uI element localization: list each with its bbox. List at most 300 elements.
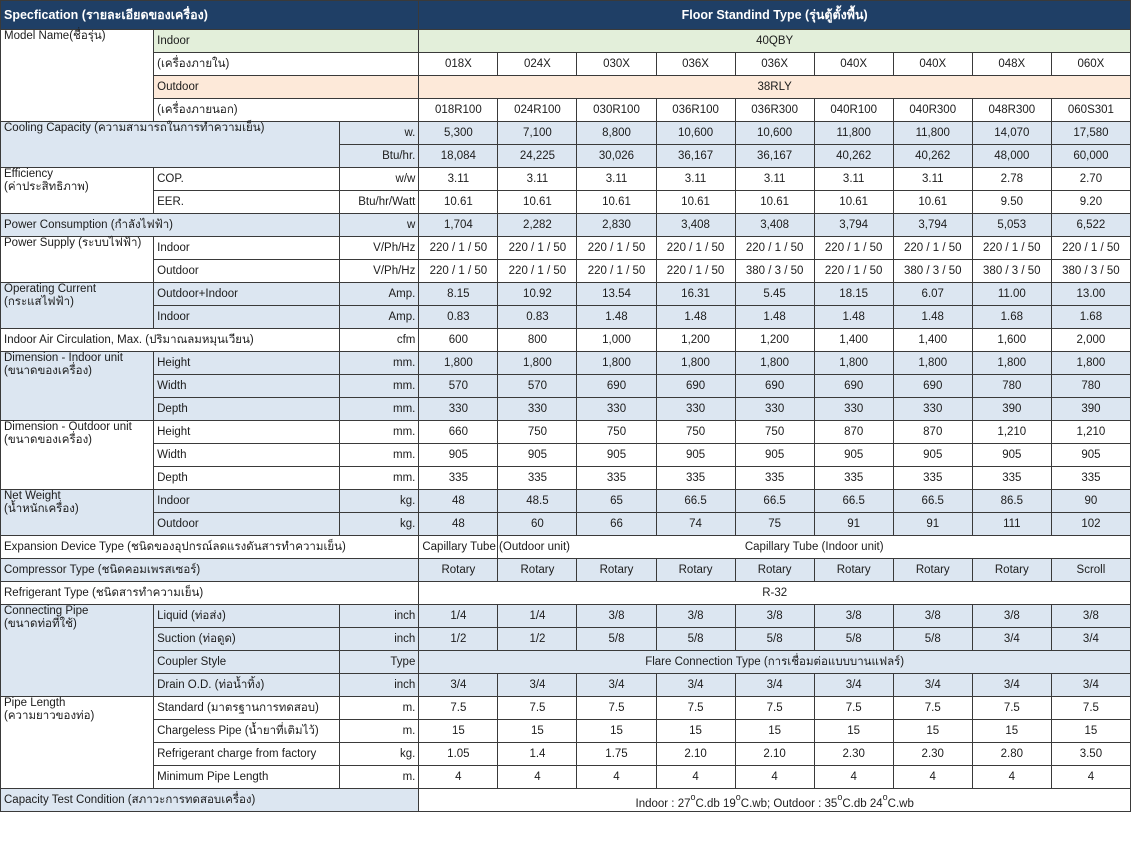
value-cell: 690 — [814, 375, 893, 398]
value-cell: 3.11 — [814, 168, 893, 191]
unit-cell: V/Ph/Hz — [340, 237, 419, 260]
value-cell: 7.5 — [498, 697, 577, 720]
unit-cell: inch — [340, 674, 419, 697]
value-cell: 5/8 — [893, 628, 972, 651]
minimum-length-label: Minimum Pipe Length — [154, 766, 340, 789]
value-cell: 1.75 — [577, 743, 656, 766]
value-cell: 335 — [893, 467, 972, 490]
value-cell: 1,200 — [656, 329, 735, 352]
value-cell: 90 — [1051, 490, 1130, 513]
dim-outdoor-height-row — [1, 421, 1131, 444]
condition-part: C.wb — [887, 797, 914, 810]
value-cell: 0.83 — [419, 306, 498, 329]
value-cell: 040R100 — [814, 99, 893, 122]
group-label-line: (กระแสไฟฟ้า) — [4, 296, 74, 308]
value-cell: 5/8 — [577, 628, 656, 651]
value-cell: 4 — [1051, 766, 1130, 789]
test-condition-row — [1, 789, 1131, 812]
value-cell: 018X — [419, 53, 498, 76]
value-cell: 6.07 — [893, 283, 972, 306]
value-cell: 2.78 — [972, 168, 1051, 191]
value-cell: 3/8 — [893, 605, 972, 628]
connecting-pipe-label — [1, 605, 154, 697]
pipe-length-charge-row — [1, 743, 1131, 766]
value-cell: 86.5 — [972, 490, 1051, 513]
value-cell: 040X — [893, 53, 972, 76]
value-cell: 10.61 — [656, 191, 735, 214]
value-cell: 6,522 — [1051, 214, 1130, 237]
value-cell: 13.00 — [1051, 283, 1130, 306]
value-cell: 3,408 — [656, 214, 735, 237]
value-cell: 1/4 — [498, 605, 577, 628]
value-cell: 1/4 — [419, 605, 498, 628]
value-cell: 390 — [1051, 398, 1130, 421]
value-cell: 36,167 — [735, 145, 814, 168]
value-cell: 15 — [735, 720, 814, 743]
value-cell: 7.5 — [419, 697, 498, 720]
unit-cell: m. — [340, 697, 419, 720]
dim-outdoor-width-row — [1, 444, 1131, 467]
value-cell: 18.15 — [814, 283, 893, 306]
value-cell: 10.61 — [577, 191, 656, 214]
value-cell: 5,300 — [419, 122, 498, 145]
value-cell: 1,800 — [814, 352, 893, 375]
value-cell: 905 — [893, 444, 972, 467]
value-cell: 3,794 — [814, 214, 893, 237]
value-cell: 2,282 — [498, 214, 577, 237]
value-cell: 60,000 — [1051, 145, 1130, 168]
value-cell: 10.61 — [814, 191, 893, 214]
value-cell: 3.50 — [1051, 743, 1130, 766]
value-cell: 7.5 — [1051, 697, 1130, 720]
value-cell: 1.48 — [577, 306, 656, 329]
value-cell: 66.5 — [814, 490, 893, 513]
value-cell: 4 — [498, 766, 577, 789]
value-cell: 75 — [735, 513, 814, 536]
value-cell: 4 — [814, 766, 893, 789]
value-cell: 220 / 1 / 50 — [577, 260, 656, 283]
liquid-label: Liquid (ท่อส่ง) — [154, 605, 340, 628]
value-cell: 1,000 — [577, 329, 656, 352]
group-label-line: Connecting Pipe — [4, 605, 89, 617]
value-cell: 48 — [419, 513, 498, 536]
value-cell: 1.05 — [419, 743, 498, 766]
unit-cell: mm. — [340, 467, 419, 490]
value-cell: 1,800 — [972, 352, 1051, 375]
value-cell: 60 — [498, 513, 577, 536]
value-cell: 1,200 — [735, 329, 814, 352]
value-cell: 220 / 1 / 50 — [735, 237, 814, 260]
model-outdoor-row — [1, 76, 1131, 99]
value-cell: 3/8 — [656, 605, 735, 628]
compressor-row — [1, 559, 1131, 582]
value-cell: 10.61 — [735, 191, 814, 214]
value-cell: 2,830 — [577, 214, 656, 237]
value-cell: 1,400 — [814, 329, 893, 352]
net-weight-label — [1, 490, 154, 536]
unit-cell: cfm — [340, 329, 419, 352]
test-condition-label: Capacity Test Condition (สภาวะการทดสอบเครื่อง) — [1, 789, 419, 812]
value-cell: 3/8 — [972, 605, 1051, 628]
power-supply-outdoor-row — [1, 260, 1131, 283]
value-cell: 1.48 — [814, 306, 893, 329]
group-label-line: Net Weight — [4, 490, 61, 502]
unit-cell: w. — [340, 122, 419, 145]
expansion-device-label: Expansion Device Type (ชนิดของอุปกรณ์ลดแรงดันสารทำความเย็น) — [1, 536, 419, 559]
value-cell: 040R300 — [893, 99, 972, 122]
value-cell: 48.5 — [498, 490, 577, 513]
value-cell: 3.11 — [498, 168, 577, 191]
power-consumption-row — [1, 214, 1131, 237]
value-cell: 1.68 — [972, 306, 1051, 329]
value-cell: 3.11 — [419, 168, 498, 191]
value-cell: Scroll — [1051, 559, 1130, 582]
value-cell: 1/2 — [498, 628, 577, 651]
value-cell: 11.00 — [972, 283, 1051, 306]
value-cell: 40,262 — [814, 145, 893, 168]
value-cell: 600 — [419, 329, 498, 352]
value-cell: 1,800 — [1051, 352, 1130, 375]
value-cell: Rotary — [814, 559, 893, 582]
value-cell: Rotary — [893, 559, 972, 582]
value-cell: 220 / 1 / 50 — [419, 260, 498, 283]
value-cell: 2.10 — [735, 743, 814, 766]
value-cell: 1.48 — [656, 306, 735, 329]
unit-cell: mm. — [340, 375, 419, 398]
dim-indoor-width-row — [1, 375, 1131, 398]
value-cell: 3/4 — [1051, 628, 1130, 651]
unit-cell: Type — [340, 651, 419, 674]
value-cell: 5/8 — [735, 628, 814, 651]
expansion-outdoor-value: Capillary Tube (Outdoor unit) — [419, 536, 498, 559]
value-cell: Rotary — [498, 559, 577, 582]
value-cell: 15 — [419, 720, 498, 743]
value-cell: 220 / 1 / 50 — [498, 237, 577, 260]
expansion-row — [1, 536, 1131, 559]
value-cell: 3.11 — [577, 168, 656, 191]
value-cell: 3.11 — [893, 168, 972, 191]
pipe-length-standard-row — [1, 697, 1131, 720]
value-cell: 036X — [735, 53, 814, 76]
value-cell: 048X — [972, 53, 1051, 76]
unit-cell: kg. — [340, 513, 419, 536]
value-cell: 380 / 3 / 50 — [893, 260, 972, 283]
value-cell: 16.31 — [656, 283, 735, 306]
value-cell: 024R100 — [498, 99, 577, 122]
value-cell: 690 — [656, 375, 735, 398]
value-cell: 4 — [656, 766, 735, 789]
value-cell: 335 — [498, 467, 577, 490]
degree-mark: o — [735, 791, 741, 802]
value-cell: 905 — [972, 444, 1051, 467]
value-cell: 780 — [1051, 375, 1130, 398]
value-cell: 3/4 — [1051, 674, 1130, 697]
height-label: Height — [154, 352, 340, 375]
value-cell: 2.80 — [972, 743, 1051, 766]
pipe-length-chargeless-row — [1, 720, 1131, 743]
value-cell: 7.5 — [814, 697, 893, 720]
value-cell: 8.15 — [419, 283, 498, 306]
value-cell: 91 — [893, 513, 972, 536]
value-cell: 750 — [735, 421, 814, 444]
indoor-label: Indoor — [154, 306, 340, 329]
group-label-line: (ขนาดท่อที่ใช้) — [4, 618, 77, 630]
factory-charge-label: Refrigerant charge from factory — [154, 743, 340, 766]
value-cell: 335 — [577, 467, 656, 490]
cooling-w-row — [1, 122, 1131, 145]
value-cell: 380 / 3 / 50 — [1051, 260, 1130, 283]
spec-header-title: Specfication (รายละเอียดของเครื่อง) — [1, 1, 419, 30]
value-cell: 3,794 — [893, 214, 972, 237]
condition-part: C.wb; Outdoor : 35 — [740, 797, 838, 810]
value-cell: 1,800 — [419, 352, 498, 375]
dim-outdoor-depth-row — [1, 467, 1131, 490]
value-cell: 030X — [577, 53, 656, 76]
value-cell: 4 — [735, 766, 814, 789]
value-cell: 15 — [498, 720, 577, 743]
value-cell: 750 — [498, 421, 577, 444]
refrigerant-type-label: Refrigerant Type (ชนิดสารทำความเย็น) — [1, 582, 419, 605]
value-cell: 030R100 — [577, 99, 656, 122]
group-label-line: Dimension - Indoor unit — [4, 352, 123, 364]
model-indoor-row — [1, 30, 1131, 53]
value-cell: 15 — [814, 720, 893, 743]
value-cell: 3/4 — [972, 628, 1051, 651]
value-cell: 11,800 — [814, 122, 893, 145]
depth-label: Depth — [154, 467, 340, 490]
value-cell: 220 / 1 / 50 — [893, 237, 972, 260]
pipe-liquid-row — [1, 605, 1131, 628]
value-cell: 10,600 — [656, 122, 735, 145]
standard-label: Standard (มาตรฐานการทดสอบ) — [154, 697, 340, 720]
unit-cell: m. — [340, 720, 419, 743]
value-cell: 15 — [577, 720, 656, 743]
value-cell: 1.68 — [1051, 306, 1130, 329]
value-cell: 1/2 — [419, 628, 498, 651]
value-cell: 5/8 — [656, 628, 735, 651]
floor-standing-title: Floor Standind Type (รุ่นตู้ตั้งพื้น) — [419, 1, 1131, 30]
value-cell: 3/4 — [498, 674, 577, 697]
expansion-indoor-value: Capillary Tube (Indoor unit) — [498, 536, 1131, 559]
value-cell: 380 / 3 / 50 — [735, 260, 814, 283]
value-cell: Rotary — [419, 559, 498, 582]
value-cell: 11,800 — [893, 122, 972, 145]
value-cell: 4 — [419, 766, 498, 789]
value-cell: Rotary — [735, 559, 814, 582]
value-cell: 018R100 — [419, 99, 498, 122]
chargeless-label: Chargeless Pipe (น้ำยาที่เติมไว้) — [154, 720, 340, 743]
value-cell: 3/4 — [419, 674, 498, 697]
value-cell: 5/8 — [814, 628, 893, 651]
test-condition-value — [419, 789, 1131, 812]
value-cell: 220 / 1 / 50 — [972, 237, 1051, 260]
value-cell: 660 — [419, 421, 498, 444]
value-cell: 13.54 — [577, 283, 656, 306]
value-cell: 3/8 — [814, 605, 893, 628]
indoor-label: Indoor — [154, 30, 419, 53]
value-cell: 15 — [656, 720, 735, 743]
value-cell: 14,070 — [972, 122, 1051, 145]
operating-current-indoor-row — [1, 306, 1131, 329]
cop-label: COP. — [154, 168, 340, 191]
outdoor-indoor-label: Outdoor+Indoor — [154, 283, 340, 306]
value-cell: 3,408 — [735, 214, 814, 237]
value-cell: 15 — [893, 720, 972, 743]
outdoor-label: Outdoor — [154, 260, 340, 283]
dim-indoor-height-row — [1, 352, 1131, 375]
value-cell: 10,600 — [735, 122, 814, 145]
value-cell: 1.48 — [735, 306, 814, 329]
group-label-line: Dimension - Outdoor unit — [4, 421, 132, 433]
value-cell: 1,210 — [972, 421, 1051, 444]
group-label-line: (ค่าประสิทธิภาพ) — [4, 181, 89, 193]
value-cell: 8,800 — [577, 122, 656, 145]
value-cell: 5.45 — [735, 283, 814, 306]
unit-cell: mm. — [340, 421, 419, 444]
indoor-label: Indoor — [154, 237, 340, 260]
value-cell: 570 — [419, 375, 498, 398]
value-cell: 7.5 — [577, 697, 656, 720]
operating-current-label — [1, 283, 154, 329]
value-cell: 2.30 — [814, 743, 893, 766]
value-cell: 66.5 — [735, 490, 814, 513]
value-cell: 4 — [893, 766, 972, 789]
value-cell: 905 — [735, 444, 814, 467]
value-cell: 2.10 — [656, 743, 735, 766]
value-cell: 1.48 — [893, 306, 972, 329]
eer-label: EER. — [154, 191, 340, 214]
value-cell: 4 — [577, 766, 656, 789]
value-cell: 690 — [735, 375, 814, 398]
width-label: Width — [154, 375, 340, 398]
value-cell: 220 / 1 / 50 — [498, 260, 577, 283]
value-cell: 1,800 — [577, 352, 656, 375]
value-cell: 10.61 — [893, 191, 972, 214]
value-cell: 1,210 — [1051, 421, 1130, 444]
unit-cell: mm. — [340, 444, 419, 467]
depth-label: Depth — [154, 398, 340, 421]
unit-cell: inch — [340, 628, 419, 651]
value-cell: 91 — [814, 513, 893, 536]
value-cell: 1.4 — [498, 743, 577, 766]
value-cell: 2,000 — [1051, 329, 1130, 352]
value-cell: 036R100 — [656, 99, 735, 122]
unit-cell: Amp. — [340, 306, 419, 329]
header-row — [1, 1, 1131, 30]
value-cell: 330 — [814, 398, 893, 421]
value-cell: 1,800 — [735, 352, 814, 375]
value-cell: 335 — [419, 467, 498, 490]
value-cell: 2.70 — [1051, 168, 1130, 191]
value-cell: 24,225 — [498, 145, 577, 168]
value-cell: 330 — [577, 398, 656, 421]
value-cell: 905 — [419, 444, 498, 467]
indoor-sub-label: (เครื่องภายใน) — [154, 53, 419, 76]
value-cell: 1,800 — [498, 352, 577, 375]
value-cell: 335 — [972, 467, 1051, 490]
value-cell: 36,167 — [656, 145, 735, 168]
dim-indoor-depth-row — [1, 398, 1131, 421]
value-cell: 220 / 1 / 50 — [814, 260, 893, 283]
value-cell: 330 — [893, 398, 972, 421]
value-cell: 1,800 — [656, 352, 735, 375]
height-label: Height — [154, 421, 340, 444]
refrigerant-value: R-32 — [419, 582, 1131, 605]
operating-current-oi-row — [1, 283, 1131, 306]
value-cell: 220 / 1 / 50 — [656, 260, 735, 283]
value-cell: 220 / 1 / 50 — [814, 237, 893, 260]
value-cell: 48,000 — [972, 145, 1051, 168]
value-cell: 3/8 — [1051, 605, 1130, 628]
value-cell: 690 — [577, 375, 656, 398]
air-circulation-label: Indoor Air Circulation, Max. (ปริมาณลมหมุนเวียน) — [1, 329, 340, 352]
value-cell: Rotary — [656, 559, 735, 582]
value-cell: 1,704 — [419, 214, 498, 237]
efficiency-label — [1, 168, 154, 214]
value-cell: 220 / 1 / 50 — [656, 237, 735, 260]
cooling-capacity-label: Cooling Capacity (ความสามารถในการทำความเย็น) — [1, 122, 340, 168]
value-cell: 10.61 — [419, 191, 498, 214]
unit-cell: mm. — [340, 398, 419, 421]
value-cell: 7.5 — [656, 697, 735, 720]
efficiency-cop-row — [1, 168, 1131, 191]
value-cell: 570 — [498, 375, 577, 398]
group-label-line: (ขนาดของเครื่อง) — [4, 434, 93, 446]
value-cell: 905 — [577, 444, 656, 467]
value-cell: 9.50 — [972, 191, 1051, 214]
drain-label: Drain O.D. (ท่อน้ำทิ้ง) — [154, 674, 340, 697]
outdoor-series: 38RLY — [419, 76, 1131, 99]
pipe-drain-row — [1, 674, 1131, 697]
value-cell: 905 — [1051, 444, 1130, 467]
power-supply-indoor-row — [1, 237, 1131, 260]
value-cell: 330 — [656, 398, 735, 421]
value-cell: 1,400 — [893, 329, 972, 352]
value-cell: 750 — [577, 421, 656, 444]
value-cell: 335 — [814, 467, 893, 490]
unit-cell: V/Ph/Hz — [340, 260, 419, 283]
value-cell: 18,084 — [419, 145, 498, 168]
value-cell: 750 — [656, 421, 735, 444]
value-cell: 036X — [656, 53, 735, 76]
value-cell: 7.5 — [893, 697, 972, 720]
pipe-length-label — [1, 697, 154, 789]
value-cell: 3/4 — [577, 674, 656, 697]
value-cell: 024X — [498, 53, 577, 76]
value-cell: 060X — [1051, 53, 1130, 76]
unit-cell: w/w — [340, 168, 419, 191]
value-cell: 66.5 — [893, 490, 972, 513]
value-cell: 30,026 — [577, 145, 656, 168]
value-cell: 780 — [972, 375, 1051, 398]
value-cell: 220 / 1 / 50 — [577, 237, 656, 260]
value-cell: 905 — [814, 444, 893, 467]
value-cell: 335 — [1051, 467, 1130, 490]
value-cell: 330 — [419, 398, 498, 421]
value-cell: 3/4 — [814, 674, 893, 697]
value-cell: 7.5 — [735, 697, 814, 720]
group-label-line: Efficiency — [4, 168, 54, 180]
air-circulation-row — [1, 329, 1131, 352]
group-label-line: (ขนาดของเครื่อง) — [4, 365, 93, 377]
value-cell: 0.83 — [498, 306, 577, 329]
group-label-line: (ความยาวของท่อ) — [4, 710, 95, 722]
value-cell: 690 — [893, 375, 972, 398]
value-cell: 3/8 — [735, 605, 814, 628]
compressor-type-label: Compressor Type (ชนิดคอมเพรสเซอร์) — [1, 559, 419, 582]
pipe-suction-row — [1, 628, 1131, 651]
value-cell: 3/4 — [735, 674, 814, 697]
